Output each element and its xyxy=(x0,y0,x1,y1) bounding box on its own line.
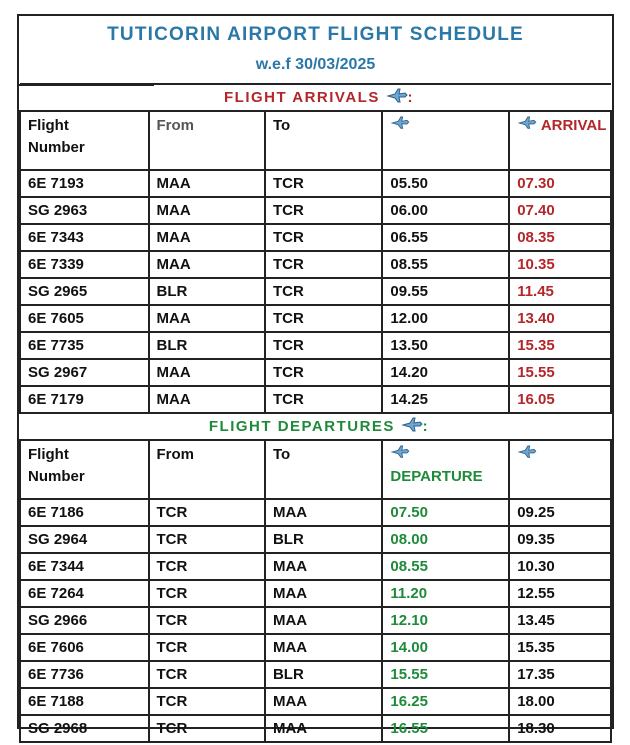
flight-number-cell: 6E 7736 xyxy=(20,661,149,688)
departure-time-cell: 11.20 xyxy=(382,580,509,607)
table-row xyxy=(20,688,611,715)
flight-number-cell: 6E 7605 xyxy=(20,305,149,332)
schedule-table xyxy=(19,83,612,743)
arrival-time-cell: 09.25 xyxy=(509,499,611,526)
airplane-icon xyxy=(390,444,410,466)
table-row xyxy=(20,634,611,661)
flight-number-cell: 6E 7606 xyxy=(20,634,149,661)
departures-section-title: FLIGHT DEPARTURES xyxy=(208,417,395,435)
arrival-time-cell: 09.35 xyxy=(509,526,611,553)
to-cell: MAA xyxy=(265,634,382,661)
from-cell: TCR xyxy=(149,580,265,607)
flight-number-cell: 6E 7193 xyxy=(20,170,149,197)
table-row xyxy=(20,170,611,197)
departure-time-cell: 06.55 xyxy=(382,224,509,251)
col-departure-time xyxy=(382,111,509,170)
arrival-time-cell: 18.00 xyxy=(509,688,611,715)
table-row xyxy=(20,278,611,305)
departure-time-cell: 07.50 xyxy=(382,499,509,526)
airplane-icon xyxy=(386,88,408,108)
departure-time-cell: 14.25 xyxy=(382,386,509,413)
schedule-sheet xyxy=(17,14,614,737)
table-row xyxy=(20,607,611,634)
airplane-icon xyxy=(390,115,410,137)
col-arrival-time xyxy=(509,111,611,170)
departure-time-cell: 14.00 xyxy=(382,634,509,661)
from-cell: TCR xyxy=(149,526,265,553)
from-cell: TCR xyxy=(149,688,265,715)
departure-label: DEPARTURE xyxy=(390,468,483,486)
airplane-icon xyxy=(517,444,537,466)
arrival-time-cell: 15.35 xyxy=(509,634,611,661)
from-cell: TCR xyxy=(149,661,265,688)
col-to: To xyxy=(265,440,382,499)
to-cell: TCR xyxy=(265,359,382,386)
to-cell: BLR xyxy=(265,526,382,553)
arrival-time-cell: 16.05 xyxy=(509,386,611,413)
to-cell: MAA xyxy=(265,553,382,580)
table-row xyxy=(20,224,611,251)
departure-time-cell: 12.10 xyxy=(382,607,509,634)
flight-number-cell: SG 2967 xyxy=(20,359,149,386)
departures-section-header: FLIGHT DEPARTURES : xyxy=(20,413,611,440)
table-row xyxy=(20,251,611,278)
departure-time-cell: 06.00 xyxy=(382,197,509,224)
table-row xyxy=(20,580,611,607)
to-cell: TCR xyxy=(265,278,382,305)
arrival-time-cell: 18.30 xyxy=(509,715,611,742)
from-cell: MAA xyxy=(149,170,265,197)
from-cell: MAA xyxy=(149,386,265,413)
flight-number-cell: 6E 7186 xyxy=(20,499,149,526)
departure-time-cell: 09.55 xyxy=(382,278,509,305)
from-cell: MAA xyxy=(149,224,265,251)
col-flight-number: Flight Number xyxy=(20,111,149,170)
flight-number-cell: 6E 7344 xyxy=(20,553,149,580)
table-row xyxy=(20,715,611,742)
departure-time-cell: 05.50 xyxy=(382,170,509,197)
from-cell: TCR xyxy=(149,634,265,661)
flight-number-cell: SG 2966 xyxy=(20,607,149,634)
table-row xyxy=(20,526,611,553)
arrival-time-cell: 17.35 xyxy=(509,661,611,688)
arrivals-column-headers xyxy=(20,111,611,170)
to-cell: TCR xyxy=(265,332,382,359)
to-cell: MAA xyxy=(265,499,382,526)
table-row xyxy=(20,197,611,224)
arrival-time-cell: 15.55 xyxy=(509,359,611,386)
flight-number-cell: SG 2965 xyxy=(20,278,149,305)
airplane-icon xyxy=(401,417,423,437)
arrival-time-cell: 07.40 xyxy=(509,197,611,224)
table-row xyxy=(20,386,611,413)
departure-time-cell: 08.55 xyxy=(382,553,509,580)
arrival-time-cell: 12.55 xyxy=(509,580,611,607)
flight-number-cell: 6E 7343 xyxy=(20,224,149,251)
flight-number-cell: 6E 7188 xyxy=(20,688,149,715)
from-cell: TCR xyxy=(149,553,265,580)
departure-time-cell: 13.50 xyxy=(382,332,509,359)
departure-time-cell: 15.55 xyxy=(382,661,509,688)
departure-time-cell: 08.00 xyxy=(382,526,509,553)
effective-date: w.e.f 30/03/2025 xyxy=(255,56,376,73)
to-cell: TCR xyxy=(265,224,382,251)
from-cell: TCR xyxy=(149,715,265,742)
departures-column-headers xyxy=(20,440,611,499)
arrival-time-cell: 08.35 xyxy=(509,224,611,251)
flight-number-cell: 6E 7339 xyxy=(20,251,149,278)
departure-time-cell: 16.55 xyxy=(382,715,509,742)
arrival-time-cell: 07.30 xyxy=(509,170,611,197)
to-cell: MAA xyxy=(265,688,382,715)
to-cell: TCR xyxy=(265,170,382,197)
to-cell: TCR xyxy=(265,305,382,332)
from-cell: TCR xyxy=(149,499,265,526)
arrival-label: ARRIVAL xyxy=(540,117,607,134)
arrival-time-cell: 10.30 xyxy=(509,553,611,580)
col-from: From xyxy=(149,440,265,499)
table-row xyxy=(20,305,611,332)
to-cell: TCR xyxy=(265,251,382,278)
from-cell: MAA xyxy=(149,251,265,278)
to-cell: MAA xyxy=(265,607,382,634)
from-cell: TCR xyxy=(149,607,265,634)
flight-number-cell: 6E 7179 xyxy=(20,386,149,413)
col-from: From xyxy=(149,111,265,170)
col-flight-number: Flight Number xyxy=(20,440,149,499)
flight-number-cell: 6E 7735 xyxy=(20,332,149,359)
to-cell: BLR xyxy=(265,661,382,688)
from-cell: BLR xyxy=(149,332,265,359)
flight-number-cell: SG 2968 xyxy=(20,715,149,742)
table-row xyxy=(20,661,611,688)
flight-number-cell: 6E 7264 xyxy=(20,580,149,607)
arrival-time-cell: 13.45 xyxy=(509,607,611,634)
arrival-time-cell: 15.35 xyxy=(509,332,611,359)
table-row xyxy=(20,359,611,386)
to-cell: MAA xyxy=(265,580,382,607)
to-cell: TCR xyxy=(265,386,382,413)
from-cell: MAA xyxy=(149,359,265,386)
arrival-time-cell: 13.40 xyxy=(509,305,611,332)
arrivals-section-header: FLIGHT ARRIVALS : xyxy=(20,84,611,111)
departure-time-cell: 08.55 xyxy=(382,251,509,278)
arrival-time-cell: 10.35 xyxy=(509,251,611,278)
departure-time-cell: 16.25 xyxy=(382,688,509,715)
from-cell: BLR xyxy=(149,278,265,305)
table-row xyxy=(20,553,611,580)
airplane-icon xyxy=(517,115,537,137)
arrival-time-cell: 11.45 xyxy=(509,278,611,305)
col-to: To xyxy=(265,111,382,170)
arrivals-section-title: FLIGHT ARRIVALS xyxy=(224,88,380,106)
from-cell: MAA xyxy=(149,305,265,332)
table-row xyxy=(20,499,611,526)
flight-number-cell: SG 2964 xyxy=(20,526,149,553)
table-row xyxy=(20,332,611,359)
departure-time-cell: 12.00 xyxy=(382,305,509,332)
col-arrival-time xyxy=(509,440,611,499)
col-departure-time xyxy=(382,440,509,499)
page-title: TUTICORIN AIRPORT FLIGHT SCHEDULE xyxy=(107,24,524,45)
departure-time-cell: 14.20 xyxy=(382,359,509,386)
flight-number-cell: SG 2963 xyxy=(20,197,149,224)
from-cell: MAA xyxy=(149,197,265,224)
to-cell: TCR xyxy=(265,197,382,224)
to-cell: MAA xyxy=(265,715,382,742)
